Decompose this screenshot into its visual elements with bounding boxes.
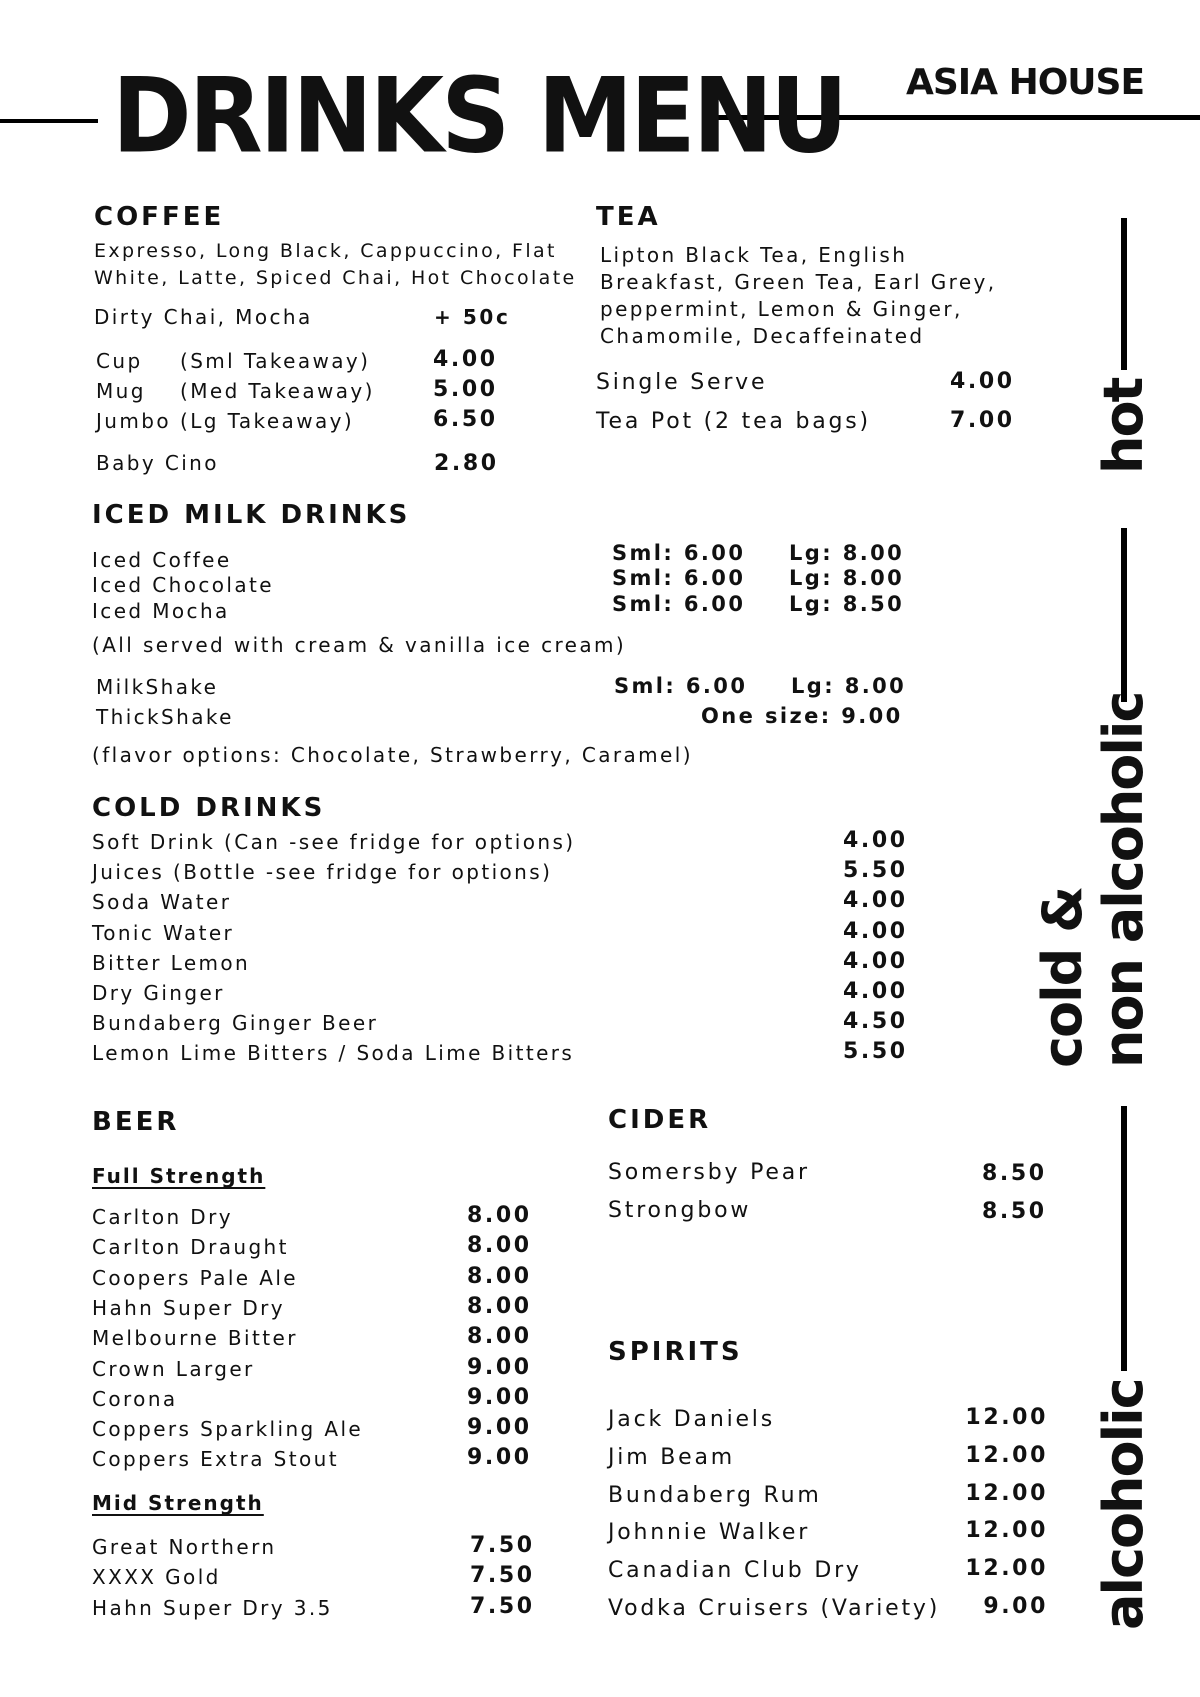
full-strength-label: Full Strength <box>92 1164 266 1188</box>
beer-heading: BEER <box>92 1107 180 1137</box>
beer-item-price: 7.50 <box>470 1533 535 1558</box>
cider-item-price: 8.50 <box>982 1161 1047 1186</box>
cold-heading: COLD DRINKS <box>92 793 326 823</box>
beer-item-name: Carlton Draught <box>92 1235 289 1260</box>
beer-item-price: 8.00 <box>467 1263 532 1289</box>
baby-cino-price: 2.80 <box>434 451 499 476</box>
spirit-item-name: Jack Daniels <box>608 1407 775 1432</box>
beer-item-name: Coppers Extra Stout <box>92 1447 339 1472</box>
beer-item-price: 9.00 <box>467 1354 532 1380</box>
coffee-size-name: Mug <box>96 379 146 403</box>
cider-item-name: Somersby Pear <box>608 1160 810 1185</box>
iced-sml-price: Sml: 6.00 <box>612 592 746 616</box>
cold-item-price: 4.00 <box>843 828 908 853</box>
cold-item-price: 5.50 <box>843 1039 908 1065</box>
header-rule-left <box>0 119 98 123</box>
iced-sml-price: Sml: 6.00 <box>612 566 746 590</box>
beer-item-name: XXXX Gold <box>92 1565 221 1590</box>
iced-lg-price: Lg: 8.00 <box>789 541 905 565</box>
coffee-size-price: 4.00 <box>433 347 498 372</box>
spirit-item-name: Jim Beam <box>608 1444 735 1470</box>
spirit-item-price: 12.00 <box>965 1518 1048 1544</box>
cold-item-name: Bitter Lemon <box>92 950 251 975</box>
coffee-size-price: 6.50 <box>433 407 498 432</box>
iced-item-name: Iced Mocha <box>92 599 230 623</box>
cold-item-price: 4.50 <box>843 1009 908 1035</box>
beer-item-price: 9.00 <box>467 1384 532 1410</box>
spirit-item-name: Vodka Cruisers (Variety) <box>608 1596 941 1621</box>
beer-item-price: 8.00 <box>467 1203 532 1228</box>
spirit-item-name: Bundaberg Rum <box>608 1482 822 1508</box>
side-label-cold-1: cold & <box>1031 887 1094 1068</box>
shake-name: MilkShake <box>96 675 219 699</box>
iced-heading: ICED MILK DRINKS <box>92 500 411 530</box>
beer-item-price: 9.00 <box>467 1445 532 1471</box>
beer-item-price: 7.50 <box>470 1593 535 1619</box>
beer-item-price: 8.00 <box>467 1233 532 1259</box>
iced-lg-price: Lg: 8.50 <box>789 592 905 616</box>
tea-desc: Lipton Black Tea, English <box>600 243 908 267</box>
beer-item-name: Coopers Pale Ale <box>92 1265 299 1290</box>
cider-item-price: 8.50 <box>982 1199 1047 1224</box>
coffee-size-detail: (Lg Takeaway) <box>180 409 355 433</box>
tea-item-price: 4.00 <box>950 369 1015 394</box>
cold-item-price: 5.50 <box>843 858 908 884</box>
tea-item-name: Tea Pot (2 tea bags) <box>596 409 871 434</box>
beer-item-name: Hahn Super Dry <box>92 1295 286 1320</box>
flavor-note: (flavor options: Chocolate, Strawberry, Caramel) <box>92 743 693 767</box>
cold-item-price: 4.00 <box>843 979 908 1004</box>
shake-one-price: One size: 9.00 <box>701 704 903 728</box>
side-label-cold-2: non alcoholic <box>1092 692 1155 1068</box>
tea-item-name: Single Serve <box>596 370 768 395</box>
beer-item-price: 9.00 <box>467 1415 532 1441</box>
beer-item-name: Crown Larger <box>92 1356 255 1381</box>
cider-item-name: Strongbow <box>608 1198 752 1223</box>
side-label-alcoholic: alcoholic <box>1092 1379 1155 1630</box>
tea-desc: Breakfast, Green Tea, Earl Grey, <box>600 270 997 294</box>
baby-cino-label: Baby Cino <box>96 451 219 475</box>
iced-item-name: Iced Chocolate <box>92 573 274 597</box>
beer-item-name: Carlton Dry <box>92 1205 233 1229</box>
spirit-item-price: 12.00 <box>965 1556 1048 1582</box>
beer-item-name: Coppers Sparkling Ale <box>92 1417 364 1442</box>
cold-item-price: 4.00 <box>843 918 908 944</box>
spirit-item-price: 9.00 <box>983 1594 1048 1619</box>
cold-item-price: 4.00 <box>843 948 908 974</box>
coffee-size-name: Jumbo <box>96 409 171 433</box>
iced-note: (All served with cream & vanilla ice cream) <box>92 633 627 657</box>
coffee-size-detail: (Sml Takeaway) <box>180 349 371 373</box>
beer-item-price: 8.00 <box>467 1293 532 1319</box>
side-rule-alcoholic <box>1121 1106 1127 1371</box>
brand-name: ASIA HOUSE <box>906 62 1145 103</box>
tea-desc: Chamomile, Decaffeinated <box>600 324 925 348</box>
mid-strength-label: Mid Strength <box>92 1491 264 1515</box>
shake-name: ThickShake <box>96 705 234 729</box>
cold-item-name: Juices (Bottle -see fridge for options) <box>92 860 553 885</box>
iced-sml-price: Sml: 6.00 <box>612 541 746 565</box>
coffee-size-price: 5.00 <box>433 377 498 402</box>
beer-item-price: 8.00 <box>467 1324 532 1350</box>
side-rule-cold <box>1121 528 1127 702</box>
cold-item-name: Soda Water <box>92 890 232 915</box>
shake-sml-price: Sml: 6.00 <box>614 674 748 698</box>
beer-item-name: Great Northern <box>92 1535 277 1559</box>
cider-heading: CIDER <box>608 1105 712 1135</box>
beer-item-name: Melbourne Bitter <box>92 1326 298 1351</box>
coffee-desc: White, Latte, Spiced Chai, Hot Chocolate <box>94 267 577 289</box>
coffee-extra-label: Dirty Chai, Mocha <box>94 305 313 329</box>
tea-desc: peppermint, Lemon & Ginger, <box>600 297 963 321</box>
cold-item-name: Tonic Water <box>92 920 235 945</box>
cold-item-price: 4.00 <box>843 888 908 914</box>
beer-item-name: Hahn Super Dry 3.5 <box>92 1595 333 1620</box>
cold-item-name: Bundaberg Ginger Beer <box>92 1011 379 1036</box>
spirit-item-price: 12.00 <box>965 1480 1048 1506</box>
tea-heading: TEA <box>596 202 661 232</box>
beer-item-price: 7.50 <box>470 1563 535 1589</box>
beer-item-name: Corona <box>92 1386 178 1411</box>
coffee-size-name: Cup <box>96 349 143 373</box>
coffee-heading: COFFEE <box>94 202 225 232</box>
spirit-item-name: Johnnie Walker <box>608 1520 811 1546</box>
spirit-item-name: Canadian Club Dry <box>608 1558 862 1584</box>
tea-item-price: 7.00 <box>950 408 1015 433</box>
coffee-extra-price: + 50c <box>434 305 511 329</box>
side-label-hot: hot <box>1092 378 1155 474</box>
coffee-size-detail: (Med Takeaway) <box>180 379 375 403</box>
iced-item-name: Iced Coffee <box>92 548 232 572</box>
spirit-item-price: 12.00 <box>965 1442 1048 1468</box>
coffee-desc: Expresso, Long Black, Cappuccino, Flat <box>94 240 557 262</box>
cold-item-name: Lemon Lime Bitters / Soda Lime Bitters <box>92 1041 575 1066</box>
page-title: DRINKS MENU <box>112 55 846 177</box>
cold-item-name: Dry Ginger <box>92 981 225 1005</box>
spirits-heading: SPIRITS <box>608 1337 743 1367</box>
cold-item-name: Soft Drink (Can -see fridge for options) <box>92 830 576 854</box>
side-rule-hot <box>1121 218 1127 370</box>
spirit-item-price: 12.00 <box>965 1405 1048 1430</box>
shake-lg-price: Lg: 8.00 <box>791 674 907 698</box>
iced-lg-price: Lg: 8.00 <box>789 566 905 590</box>
